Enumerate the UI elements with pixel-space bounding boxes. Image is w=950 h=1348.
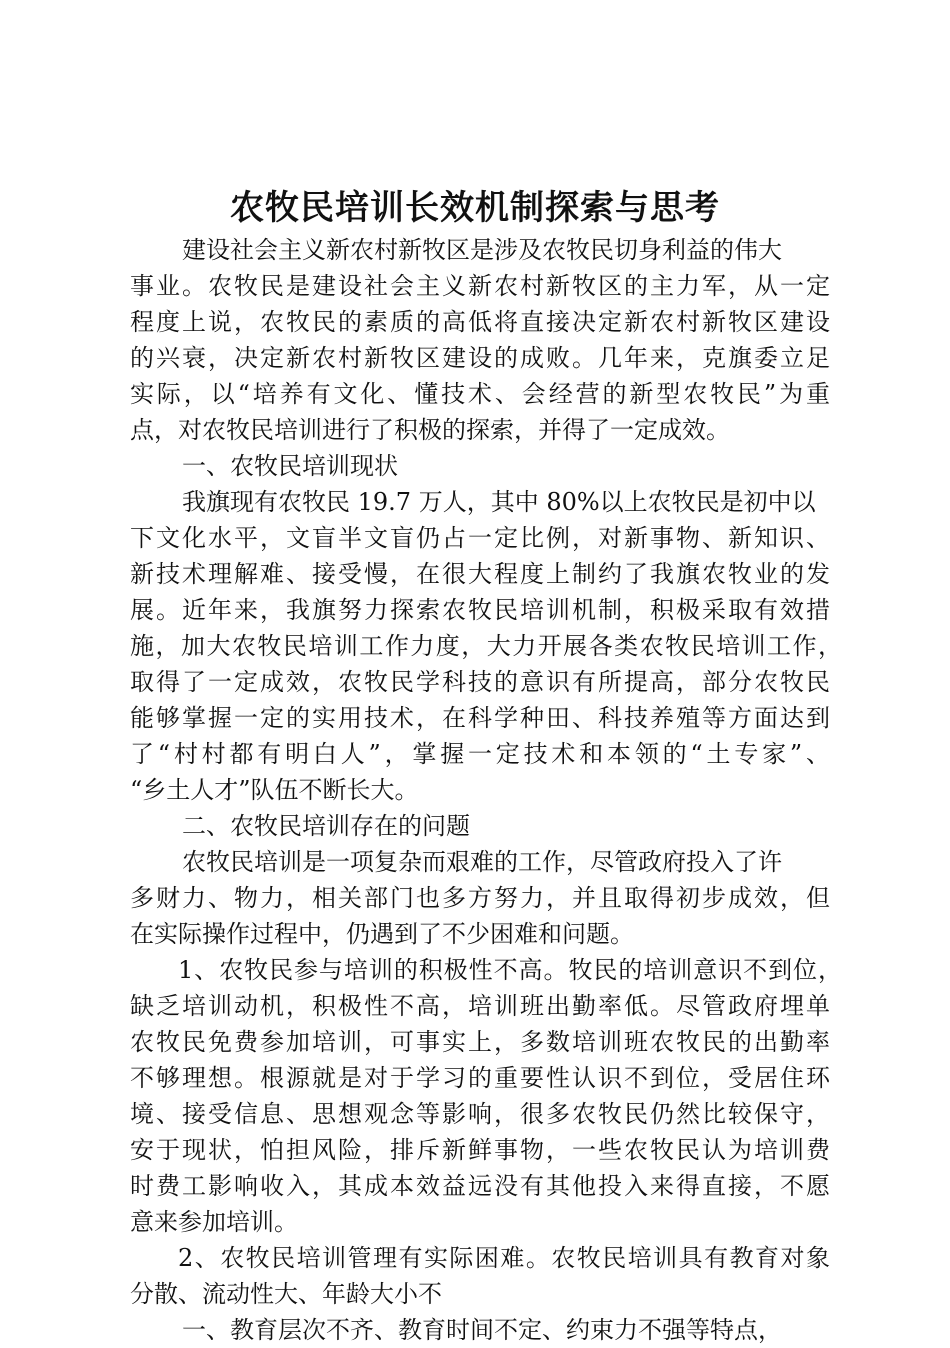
body-line: 点，对农牧民培训进行了积极的探索，并得了一定成效。 [130,416,730,444]
body-line: 境、接受信息、思想观念等影响，很多农牧民仍然比较保守， [130,1100,830,1128]
body-line: 不够理想。根源就是对于学习的重要性认识不到位，受居住环 [130,1064,830,1092]
body-line: 分散、流动性大、年龄大小不 [130,1280,442,1308]
body-line: 时费工影响收入，其成本效益远没有其他投入来得直接，不愿 [130,1172,830,1200]
body-line: 在实际操作过程中，仍遇到了不少困难和问题。 [130,920,634,948]
body-line: 下文化水平，文盲半文盲仍占一定比例，对新事物、新知识、 [130,524,830,552]
section-heading: 一、农牧民培训现状 [182,452,398,480]
body-line: 1、农牧民参与培训的积极性不高。牧民的培训意识不到位， [178,956,842,984]
body-line: 取得了一定成效，农牧民学科技的意识有所提高，部分农牧民 [130,668,830,696]
body-line: 我旗现有农牧民 19.7 万人，其中 80%以上农牧民是初中以 [182,488,816,516]
body-line: 2、农牧民培训管理有实际困难。农牧民培训具有教育对象 [178,1244,830,1272]
body-line: 农牧民免费参加培训，可事实上，多数培训班农牧民的出勤率 [130,1028,830,1056]
body-line: 事业。农牧民是建设社会主义新农村新牧区的主力军，从一定 [130,272,830,300]
body-line: “乡土人才”队伍不断长大。 [130,776,419,804]
document-title: 农牧民培训长效机制探索与思考 [230,188,720,228]
body-line: 安于现状，怕担风险，排斥新鲜事物，一些农牧民认为培训费 [130,1136,830,1164]
body-line: 的兴衰，决定新农村新牧区建设的成败。几年来，克旗委立足 [130,344,830,372]
body-line: 多财力、物力，相关部门也多方努力，并且取得初步成效，但 [130,884,830,912]
body-line: 展。近年来，我旗努力探索农牧民培训机制，积极采取有效措 [130,596,830,624]
body-line: 了“村村都有明白人”，掌握一定技术和本领的“土专家”、 [130,740,830,768]
body-line: 一、教育层次不齐、教育时间不定、约束力不强等特点， [182,1316,782,1344]
body-line: 农牧民培训是一项复杂而艰难的工作，尽管政府投入了许 [182,848,782,876]
body-line: 新技术理解难、接受慢，在很大程度上制约了我旗农牧业的发 [130,560,830,588]
body-line: 建设社会主义新农村新牧区是涉及农牧民切身利益的伟大 [182,236,782,264]
body-line: 缺乏培训动机，积极性不高，培训班出勤率低。尽管政府埋单 [130,992,830,1020]
body-line: 能够掌握一定的实用技术，在科学种田、科技养殖等方面达到 [130,704,830,732]
body-line: 意来参加培训。 [130,1208,298,1236]
section-heading: 二、农牧民培训存在的问题 [182,812,470,840]
body-line: 程度上说，农牧民的素质的高低将直接决定新农村新牧区建设 [130,308,830,336]
body-line: 实际，以“培养有文化、懂技术、会经营的新型农牧民”为重 [130,380,830,408]
body-line: 施，加大农牧民培训工作力度，大力开展各类农牧民培训工作， [130,632,842,660]
